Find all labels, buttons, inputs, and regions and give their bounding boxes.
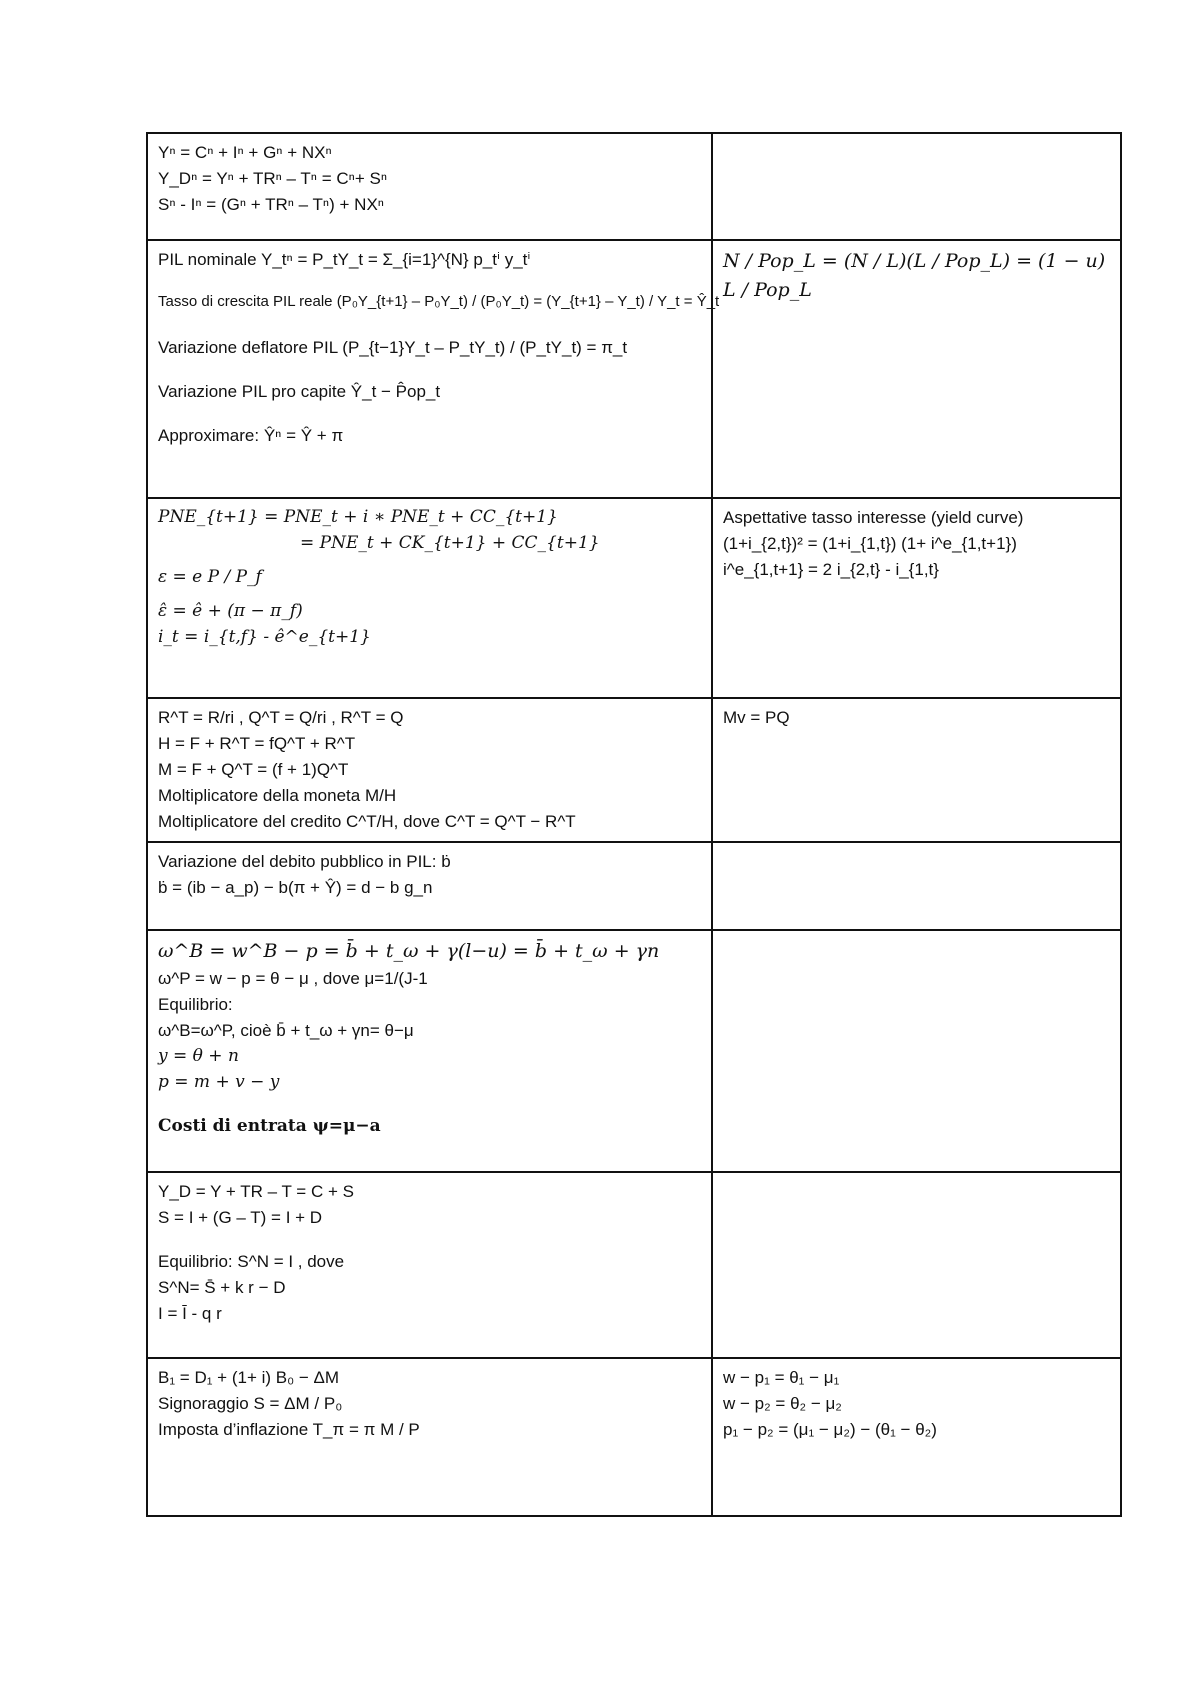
cell-right-6: [712, 930, 1121, 1172]
formula-line: y = θ + n: [158, 1045, 239, 1066]
table-row: [147, 930, 1121, 1172]
formula-line: PNE_{t+1} = PNE_t + i ∗ PNE_t + CC_{t+1}: [158, 507, 558, 527]
cell-right-3: [712, 498, 1121, 698]
cell-left-7: [147, 1172, 712, 1358]
cell-left-8: [147, 1358, 712, 1516]
formula-line: H = F + R^T = fQ^T + R^T: [158, 734, 356, 753]
formula-line: ω^B=ω^P, cioè b̄ + t_ω + γn= θ−μ: [158, 1020, 414, 1040]
formula-line: S^N= S̄ + k r − D: [158, 1278, 286, 1297]
formula-line: R^T = R/ri , Q^T = Q/ri , R^T = Q: [158, 708, 404, 727]
cell-left-1: [147, 133, 712, 240]
formula-line: Signoraggio S = ΔM / P₀: [158, 1394, 343, 1413]
table-row: [147, 698, 1121, 842]
formula-line: = PNE_t + CK_{t+1} + CC_{t+1}: [300, 533, 600, 553]
formula-line: Imposta d’inflazione T_π = π M / P: [158, 1420, 420, 1439]
formula-line: B₁ = D₁ + (1+ i) B₀ − ΔM: [158, 1368, 340, 1387]
formula-line: w − p₂ = θ₂ − μ₂: [723, 1394, 842, 1413]
cell-right-4: [712, 698, 1121, 842]
formula-line: S = I + (G – T) = I + D: [158, 1208, 323, 1227]
formula-line: Costi di entrata ψ=μ−a: [158, 1115, 381, 1136]
cell-right-2: [712, 240, 1121, 498]
formula-line: Moltiplicatore del credito C^T/H, dove C^T = Q^T − R^T: [158, 812, 576, 831]
formula-line: p = m + v − y: [158, 1071, 280, 1092]
formula-line: M = F + Q^T = (f + 1)Q^T: [158, 760, 349, 779]
formula-line: Moltiplicatore della moneta M/H: [158, 786, 397, 805]
cell-right-8: [712, 1358, 1121, 1516]
formula-line: Sⁿ - Iⁿ = (Gⁿ + TRⁿ – Tⁿ) + NXⁿ: [158, 195, 384, 214]
formula-line: Approximare: Ŷⁿ = Ŷ + π: [158, 426, 344, 445]
cell-left-3: [147, 498, 712, 698]
formula-line: N / Pop_L = (N / L)(L / Pop_L) = (1 − u) L / Pop_L: [723, 250, 1106, 301]
cell-left-5: [147, 842, 712, 930]
formula-line: i^e_{1,t+1} = 2 i_{2,t} - i_{1,t}: [723, 560, 939, 579]
table-row: [147, 842, 1121, 930]
formula-line: ḃ = (ib − a_p) − b(π + Ŷ) = d − b g_n: [158, 878, 433, 897]
formula-table: [146, 132, 1122, 1517]
cell-right-7: [712, 1172, 1121, 1358]
formula-line: ω^B = w^B − p = b̄ + t_ω + γ(l−u) = b̄ + t_ω + γn: [158, 940, 660, 962]
formula-line: w − p₁ = θ₁ − μ₁: [723, 1368, 840, 1387]
table-row: [147, 240, 1121, 498]
cell-left-2: [147, 240, 720, 498]
table-row: [147, 133, 1121, 240]
formula-line: p₁ − p₂ = (μ₁ − μ₂) − (θ₁ − θ₂): [723, 1420, 937, 1439]
formula-line: Mv = PQ: [723, 708, 790, 727]
formula-line: (1+i_{2,t})² = (1+i_{1,t}) (1+ i^e_{1,t+1}): [723, 534, 1017, 553]
formula-line: ε̂ = ê + (π − π_f): [158, 601, 303, 621]
table-row: [147, 1358, 1121, 1516]
formula-line: Variazione PIL pro capite Ŷ_t − P̂op_t: [158, 382, 441, 401]
formula-line: Yⁿ = Cⁿ + Iⁿ + Gⁿ + NXⁿ: [158, 143, 332, 162]
formula-line: PIL nominale Y_tⁿ = P_tY_t = Σ_{i=1}^{N} p_tⁱ y_tⁱ: [158, 250, 531, 269]
formula-line: Tasso di crescita PIL reale (P₀Y_{t+1} – P₀Y_t) / (P₀Y_t) = (Y_{t+1} – Y_t) / Y_t = Ŷ_t: [158, 293, 720, 310]
table-row: [147, 498, 1121, 698]
table-row: [147, 1172, 1121, 1358]
formula-line: Y_Dⁿ = Yⁿ + TRⁿ – Tⁿ = Cⁿ+ Sⁿ: [158, 169, 388, 188]
formula-line: I = Ī - q r: [158, 1304, 222, 1323]
cell-left-4: [147, 698, 712, 842]
formula-line: Variazione del debito pubblico in PIL: ḃ: [158, 852, 451, 871]
cell-left-6: [147, 930, 712, 1172]
cell-right-5: [712, 842, 1121, 930]
formula-line: Y_D = Y + TR – T = C + S: [158, 1182, 354, 1201]
cell-right-1: [712, 133, 1121, 240]
formula-line: Variazione deflatore PIL (P_{t−1}Y_t – P_tY_t) / (P_tY_t) = π_t: [158, 338, 628, 357]
formula-line: ω^P = w − p = θ − μ , dove μ=1/(J-1: [158, 968, 428, 988]
formula-line: i_t = i_{t,f} - ê^e_{t+1}: [158, 627, 371, 647]
formula-line: Equilibrio: S^N = I , dove: [158, 1252, 345, 1271]
formula-line: Aspettative tasso interesse (yield curve): [723, 508, 1024, 527]
formula-line: ε = e P / P_f: [158, 567, 262, 587]
formula-line: Equilibrio:: [158, 994, 233, 1014]
